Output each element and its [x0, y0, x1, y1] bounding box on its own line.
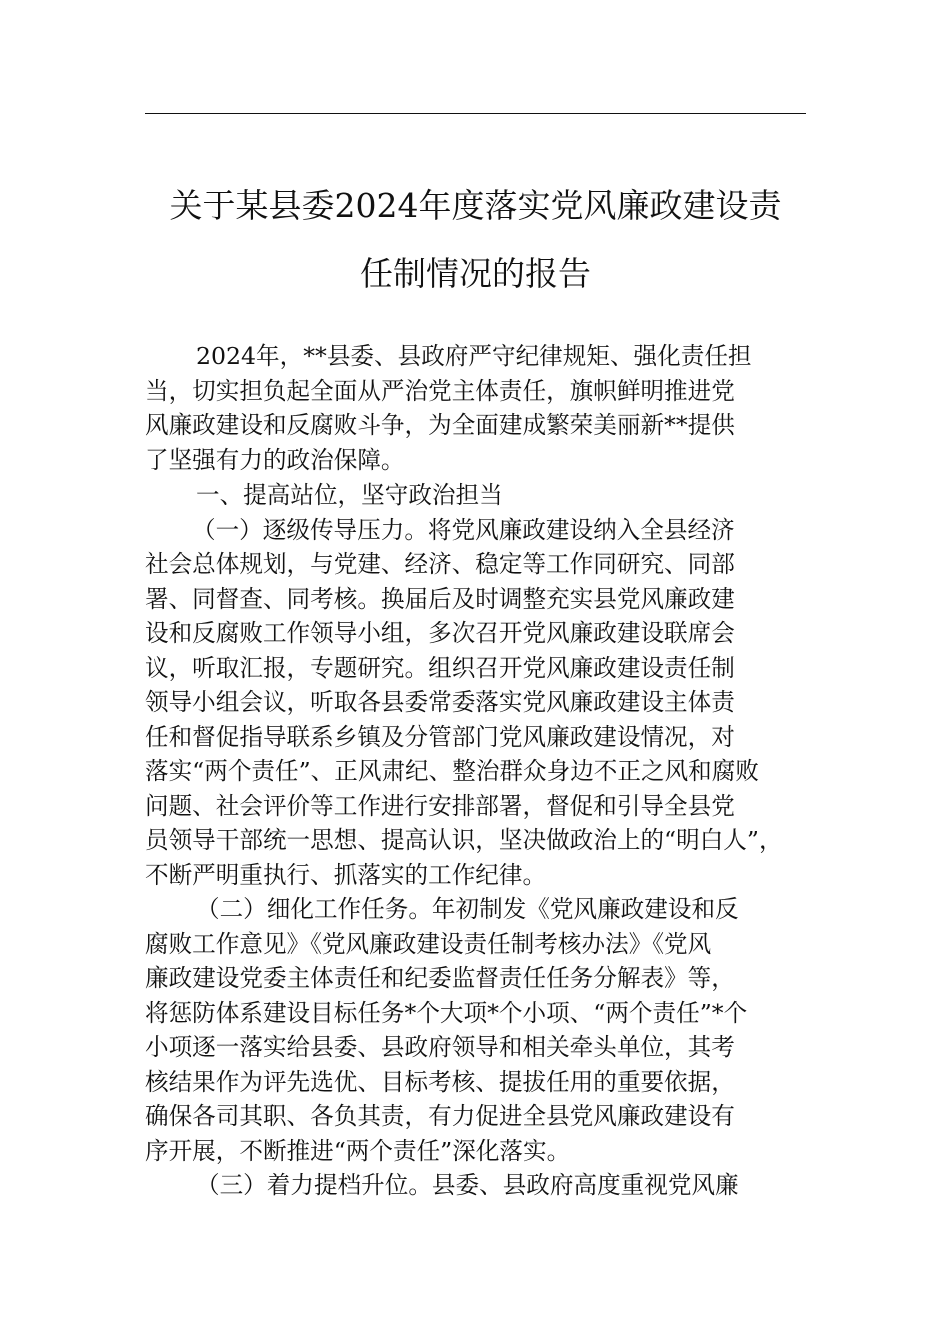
intro-line: 了坚强有力的政治保障。 [145, 445, 405, 474]
paragraph-line: （二）细化工作任务。年初制发《党风廉政建设和反 [196, 895, 739, 923]
paragraph-line: 小项逐一落实给县委、县政府领导和相关牵头单位，其考 [145, 1033, 735, 1061]
paragraph-line: 将惩防体系建设目标任务*个大项*个小项、“两个责任”*个 [145, 998, 748, 1027]
paragraph-line: 确保各司其职、各负其责，有力促进全县党风廉政建设有 [145, 1102, 735, 1130]
paragraph-line: 序开展，不断推进“两个责任”深化落实。 [145, 1136, 571, 1165]
paragraph-line: 不断严明重执行、抓落实的工作纪律。 [145, 860, 547, 889]
intro-line: 2024年，**县委、县政府严守纪律规矩、强化责任担 [196, 342, 752, 370]
paragraph-line: 设和反腐败工作领导小组，多次召开党风廉政建设联席会 [145, 619, 735, 647]
paragraph-line: 领导小组会议，听取各县委常委落实党风廉政建设主体责 [145, 688, 735, 716]
paragraph-line: 员领导干部统一思想、提高认识，坚决做政治上的“明白人”， [145, 826, 783, 854]
paragraph-line: 问题、社会评价等工作进行安排部署，督促和引导全县党 [145, 791, 735, 820]
paragraph-line: （三）着力提档升位。县委、县政府高度重视党风廉 [196, 1171, 739, 1199]
header-rule [145, 113, 806, 114]
paragraph-line: 落实“两个责任”、正风肃纪、整治群众身边不正之风和腐败 [145, 757, 759, 785]
paragraph-line: （一）逐级传导压力。将党风廉政建设纳入全县经济 [192, 515, 735, 544]
intro-line: 风廉政建设和反腐败斗争，为全面建成繁荣美丽新**提供 [145, 411, 735, 439]
document-body [145, 339, 807, 1203]
paragraph-line: 署、同督查、同考核。换届后及时调整充实县党风廉政建 [145, 584, 735, 613]
section-heading: 一、提高站位，坚守政治担当 [196, 481, 503, 509]
title-line-1: 关于某县委2024年度落实党风廉政建设责 [169, 186, 782, 225]
paragraph-line: 任和督促指导联系乡镇及分管部门党风廉政建设情况，对 [145, 722, 735, 751]
document-title [145, 172, 806, 308]
paragraph-line: 议，听取汇报，专题研究。组织召开党风廉政建设责任制 [145, 653, 735, 682]
paragraph-line: 社会总体规划，与党建、经济、稳定等工作同研究、同部 [145, 550, 735, 578]
intro-line: 当，切实担负起全面从严治党主体责任，旗帜鲜明推进党 [145, 376, 735, 405]
paragraph-line: 核结果作为评先选优、目标考核、提拔任用的重要依据， [145, 1067, 735, 1096]
paragraph-line: 腐败工作意见》《党风廉政建设责任制考核办法》《党风 [145, 929, 712, 958]
title-line-2: 任制情况的报告 [360, 254, 591, 293]
paragraph-line: 廉政建设党委主体责任和纪委监督责任任务分解表》等， [145, 964, 735, 992]
